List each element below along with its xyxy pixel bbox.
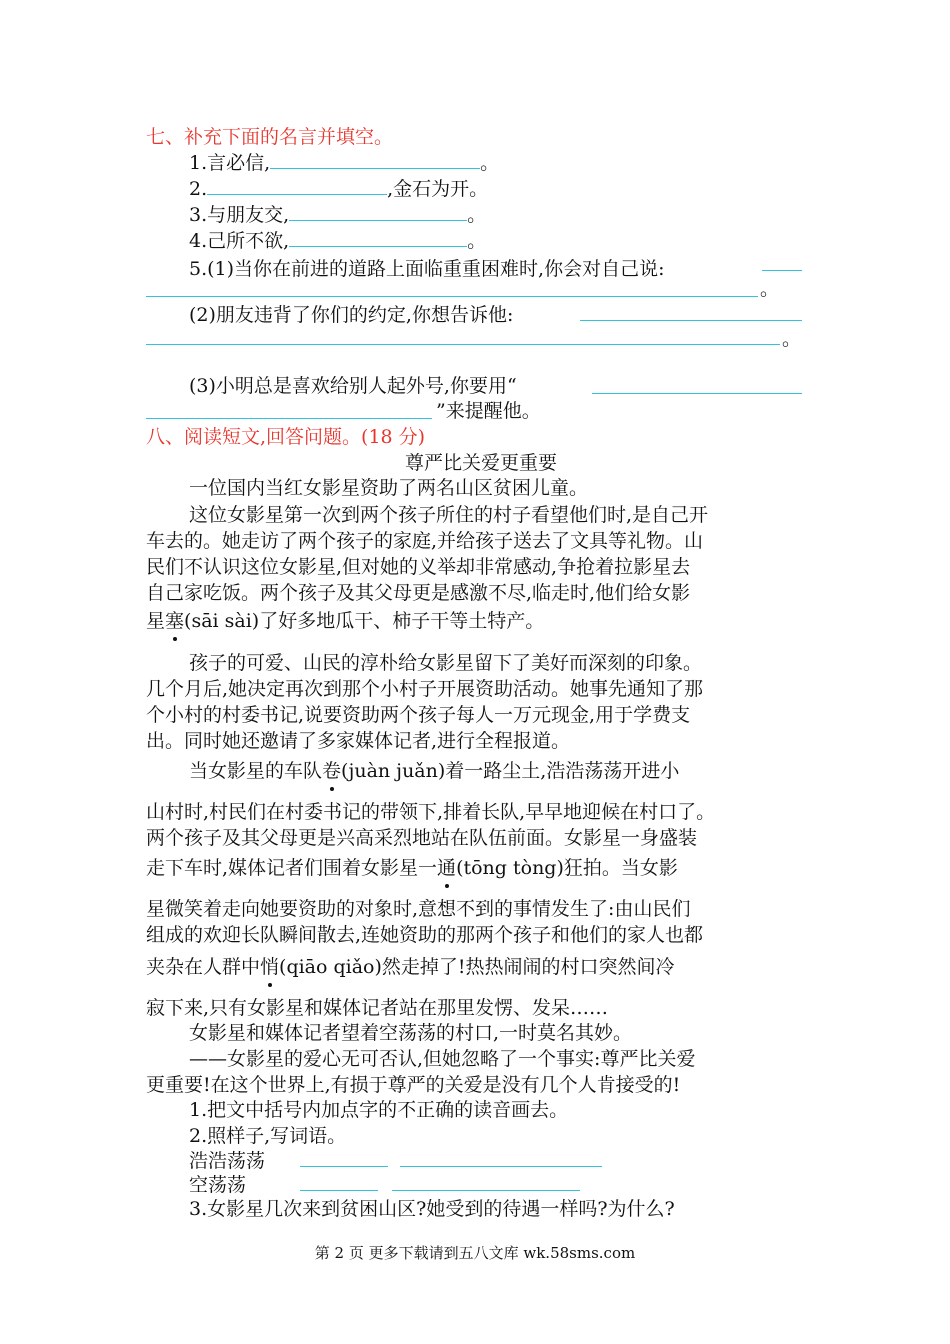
dotted-char: 通 xyxy=(437,857,457,879)
q7-4 xyxy=(189,228,486,254)
q7-3 xyxy=(189,202,486,228)
answer-blank[interactable] xyxy=(146,296,758,297)
text-span: 夹杂在人群中 xyxy=(146,956,261,978)
para-3-line: 个小村的村委书记,说要资助两个孩子每人一万元现金,用于学费支 xyxy=(146,704,691,726)
page-footer: 第 2 页 更多下载请到五八文库 wk.58sms.com xyxy=(314,1244,636,1262)
dotted-char: 悄 xyxy=(260,956,280,978)
answer-blank[interactable] xyxy=(289,228,467,247)
q8-3: 3.女影星几次来到贫困山区?她受到的待遇一样吗?为什么? xyxy=(189,1198,675,1220)
para-3-line: 孩子的可爱、山民的淳朴给女影星留下了美好而深刻的印象。 xyxy=(189,652,703,674)
para-4-line xyxy=(189,758,679,784)
q7-5-1 xyxy=(189,256,664,282)
q7-5-2 xyxy=(189,302,513,328)
para-3-line: 几个月后,她决定再次到那个小村子开展资助活动。她事先通知了那 xyxy=(146,678,704,700)
q7-2-prefix: 2. xyxy=(189,178,208,200)
answer-blank[interactable] xyxy=(300,1190,378,1191)
section7-title: 七、补充下面的名言并填空。 xyxy=(146,126,394,148)
para-6-line: ——女影星的爱心无可否认,但她忽略了一个事实:尊严比关爱 xyxy=(189,1048,696,1070)
q7-5-1-end: 。 xyxy=(760,278,780,300)
para-4-line: 山村时,村民们在村委书记的带领下,排着长队,早早地迎候在村口了。 xyxy=(146,801,716,823)
q7-3-suffix: 。 xyxy=(467,204,487,226)
answer-blank[interactable] xyxy=(392,1190,580,1191)
q7-1-suffix: 。 xyxy=(480,152,500,174)
q7-1 xyxy=(189,150,499,176)
answer-blank[interactable] xyxy=(580,320,802,321)
para-5: 女影星和媒体记者望着空荡荡的村口,一时莫名其妙。 xyxy=(189,1022,633,1044)
q7-5-1-text: 5.(1)当你在前进的道路上面临重重困难时,你会对自己说: xyxy=(189,258,665,280)
para-4-line xyxy=(146,954,675,980)
text-span: (tōng tòng)狂拍。当女影 xyxy=(456,857,678,879)
q8-2-word-2: 空荡荡 xyxy=(189,1174,247,1196)
text-span: (juàn juǎn)着一路尘土,浩浩荡荡开进小 xyxy=(341,760,680,782)
para-2-line: 这位女影星第一次到两个孩子所住的村子看望他们时,是自己开 xyxy=(189,504,709,526)
article-title: 尊严比关爱更重要 xyxy=(405,452,558,474)
q8-1: 1.把文中括号内加点字的不正确的读音画去。 xyxy=(189,1099,569,1121)
text-span: 星 xyxy=(146,610,166,632)
q7-5-2-end: 。 xyxy=(782,328,802,350)
answer-blank[interactable] xyxy=(146,418,432,419)
para-2-line: 自己家吃饭。两个孩子及其父母更是感激不尽,临走时,他们给女影 xyxy=(146,582,691,604)
para-2-line: 车去的。她走访了两个孩子的家庭,并给孩子送去了文具等礼物。山 xyxy=(146,530,704,552)
para-4-line: 组成的欢迎长队瞬间散去,连她资助的那两个孩子和他们的家人也都 xyxy=(146,924,704,946)
para-4-line: 星微笑着走向她要资助的对象时,意想不到的事情发生了:由山民们 xyxy=(146,898,691,920)
q7-4-suffix: 。 xyxy=(467,230,487,252)
answer-blank[interactable] xyxy=(592,393,802,394)
q7-5-3-end: ”来提醒他。 xyxy=(436,400,541,422)
para-4-line: 两个孩子及其父母更是兴高采烈地站在队伍前面。女影星一身盛装 xyxy=(146,827,698,849)
answer-blank[interactable] xyxy=(300,1166,388,1167)
para-6-line: 更重要!在这个世界上,有损于尊严的关爱是没有几个人肯接受的! xyxy=(146,1074,681,1096)
q7-5-3 xyxy=(189,373,517,399)
answer-blank[interactable] xyxy=(762,270,802,271)
text-span: 当女影星的车队 xyxy=(189,760,323,782)
para-3-line: 出。同时她还邀请了多家媒体记者,进行全程报道。 xyxy=(146,730,571,752)
para-1: 一位国内当红女影星资助了两名山区贫困儿童。 xyxy=(189,477,589,499)
para-2-line: 民们不认识这位女影星,但对她的义举却非常感动,争抢着拉影星去 xyxy=(146,556,691,578)
text-span: (qiāo qiǎo)然走掉了!热热闹闹的村口突然间冷 xyxy=(279,956,675,978)
para-2-line xyxy=(146,608,544,634)
q7-3-prefix: 3.与朋友交, xyxy=(189,204,290,226)
q7-5-2-text: (2)朋友违背了你们的约定,你想告诉他: xyxy=(189,304,514,326)
para-4-line: 寂下来,只有女影星和媒体记者站在那里发愣、发呆…… xyxy=(146,997,609,1019)
answer-blank[interactable] xyxy=(289,202,467,221)
dotted-char: 塞 xyxy=(165,610,185,632)
dotted-char: 卷 xyxy=(322,760,342,782)
q7-1-prefix: 1.言必信, xyxy=(189,152,271,174)
answer-blank[interactable] xyxy=(270,150,480,169)
q8-2-word-1: 浩浩荡荡 xyxy=(189,1150,266,1172)
q8-2: 2.照样子,写词语。 xyxy=(189,1125,347,1147)
text-span: (sāi sài)了好多地瓜干、柿子干等土特产。 xyxy=(184,610,545,632)
q7-5-3-text: (3)小明总是喜欢给别人起外号,你要用“ xyxy=(189,375,517,397)
answer-blank[interactable] xyxy=(207,176,387,195)
answer-blank[interactable] xyxy=(146,344,780,345)
q7-4-prefix: 4.己所不欲, xyxy=(189,230,290,252)
q7-2 xyxy=(189,176,488,202)
para-4-line xyxy=(146,855,678,881)
section8-title: 八、阅读短文,回答问题。(18 分) xyxy=(146,426,426,448)
answer-blank[interactable] xyxy=(400,1166,602,1167)
text-span: 走下车时,媒体记者们围着女影星一 xyxy=(146,857,438,879)
q7-2-suffix: ,金石为开。 xyxy=(387,178,489,200)
